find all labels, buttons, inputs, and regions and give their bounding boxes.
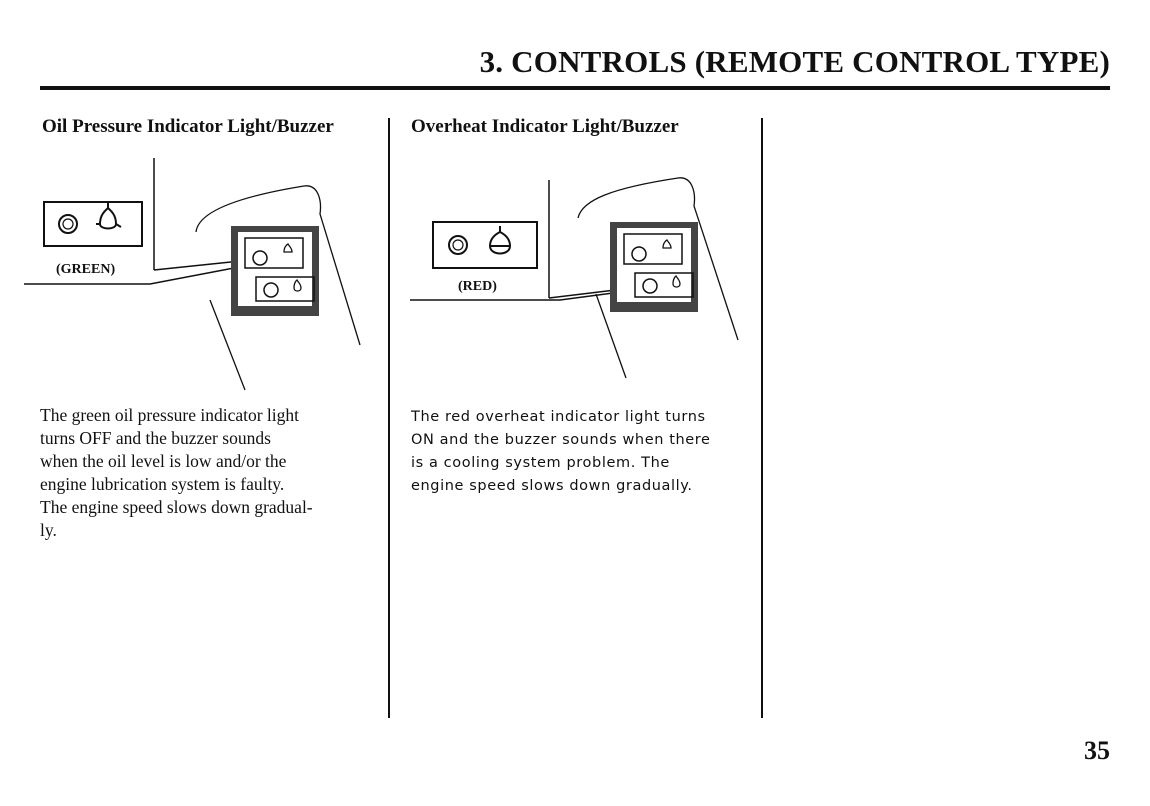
body-line: ON and the buzzer sounds when there [411, 432, 711, 448]
body-line: turns OFF and the buzzer sounds [40, 428, 271, 448]
body-line: when the oil level is low and/or the [40, 451, 287, 471]
body-line: is a cooling system problem. The [411, 455, 670, 471]
green-label: (GREEN) [56, 262, 116, 277]
body-line: The green oil pressure indicator light [40, 405, 300, 425]
page-title: 3. CONTROLS (REMOTE CONTROL TYPE) [479, 44, 1110, 79]
oil-pressure-description [40, 404, 313, 542]
overheat-description [411, 406, 711, 498]
body-line: engine lubrication system is faulty. [40, 474, 285, 494]
overheat-remote-illustration [0, 0, 760, 400]
indicator-lamp-icon [449, 236, 467, 254]
oil-pressure-section-title: Oil Pressure Indicator Light/Buzzer [42, 116, 334, 137]
temperature-icon [490, 226, 510, 254]
body-line: engine speed slows down gradually. [411, 478, 693, 494]
body-line: The red overheat indicator light turns [411, 409, 706, 425]
overheat-section-title: Overheat Indicator Light/Buzzer [411, 116, 679, 137]
red-label: (RED) [458, 279, 497, 294]
body-line: ly. [40, 520, 57, 540]
page-number: 35 [1084, 736, 1110, 765]
column-divider-right [761, 118, 763, 718]
body-line: The engine speed slows down gradual- [40, 497, 313, 517]
